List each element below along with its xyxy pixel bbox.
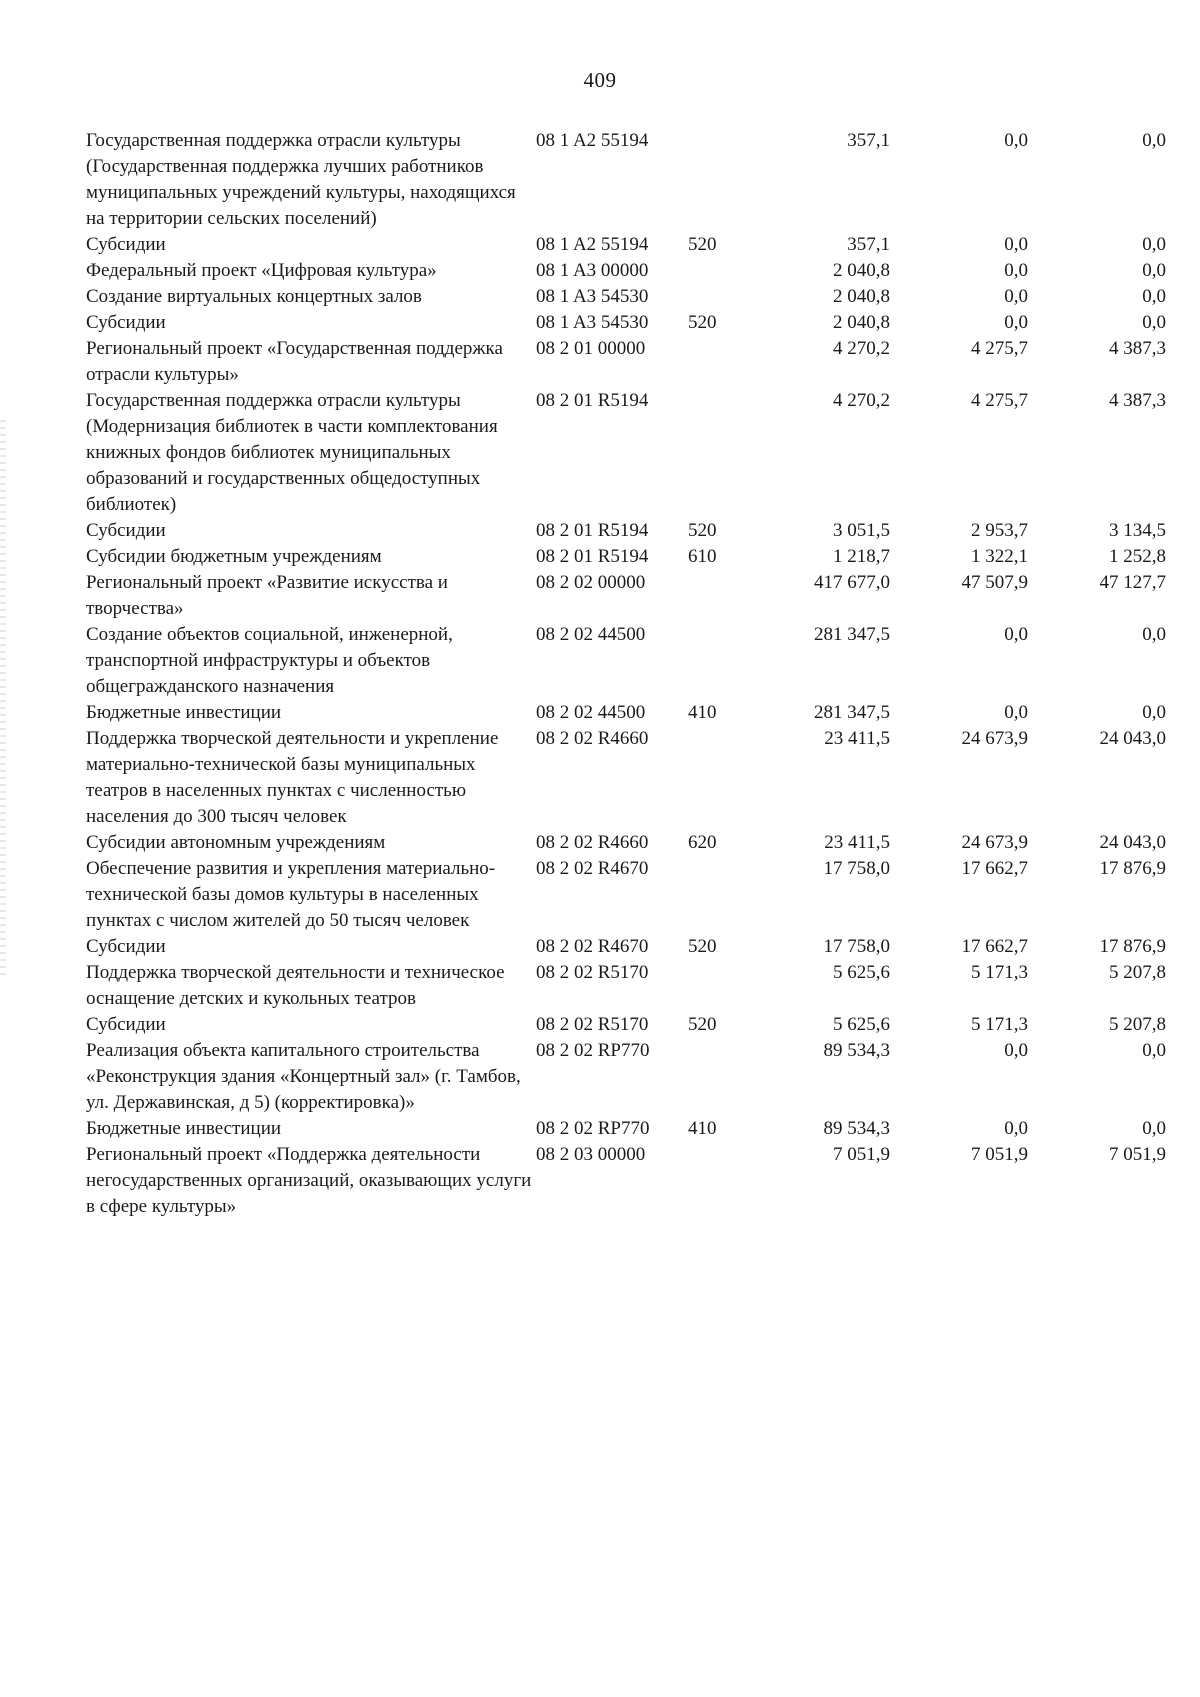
row-name: Государственная поддержка отрасли культуры (Модернизация библиотек в части комплектования книжных фондов библиотек муниципальных образований и государственных общедоступных библиотек) [86, 390, 498, 515]
row-expense-type [688, 726, 740, 830]
table-row [86, 934, 1166, 960]
table-row [86, 544, 1166, 570]
row-amount-1: 2 040,8 [833, 286, 890, 307]
row-code: 08 2 02 R5170 [536, 962, 649, 983]
row-expense-type [688, 336, 740, 388]
row-amount-1: 23 411,5 [824, 728, 890, 749]
row-amount-3: 0,0 [1142, 234, 1166, 255]
table-row [86, 700, 1166, 726]
row-code: 08 2 02 R4660 [536, 832, 649, 853]
row-name: Федеральный проект «Цифровая культура» [86, 260, 437, 281]
row-expense-type [688, 284, 740, 310]
table-row [86, 726, 1166, 830]
row-expense-type [688, 1142, 740, 1220]
row-code: 08 2 02 RP770 [536, 1040, 650, 1061]
row-amount-3: 4 387,3 [1109, 338, 1166, 359]
row-expense-type: 620 [688, 832, 717, 853]
row-amount-3: 0,0 [1142, 130, 1166, 151]
row-amount-3: 0,0 [1142, 624, 1166, 645]
row-expense-type: 520 [688, 234, 717, 255]
row-amount-2: 0,0 [1004, 260, 1028, 281]
row-name: Бюджетные инвестиции [86, 702, 282, 723]
table-row [86, 960, 1166, 1012]
row-amount-3: 0,0 [1142, 702, 1166, 723]
row-amount-1: 17 758,0 [823, 936, 890, 957]
row-amount-1: 23 411,5 [824, 832, 890, 853]
row-name: Субсидии [86, 936, 166, 957]
table-row [86, 310, 1166, 336]
row-code: 08 2 02 44500 [536, 702, 646, 723]
row-amount-1: 357,1 [847, 130, 890, 151]
row-amount-3: 24 043,0 [1099, 832, 1166, 853]
row-amount-3: 5 207,8 [1109, 1014, 1166, 1035]
table-row [86, 830, 1166, 856]
row-code: 08 1 A3 54530 [536, 312, 649, 333]
row-code: 08 2 02 RP770 [536, 1118, 650, 1139]
row-name: Субсидии [86, 312, 166, 333]
row-name: Создание объектов социальной, инженерной, транспортной инфраструктуры и объектов общегражданского назначения [86, 624, 453, 697]
row-expense-type: 520 [688, 936, 717, 957]
row-amount-2: 0,0 [1004, 624, 1028, 645]
row-code: 08 1 A2 55194 [536, 234, 649, 255]
row-amount-2: 1 322,1 [971, 546, 1028, 567]
row-name: Поддержка творческой деятельности и укрепление материально-технической базы муниципальных театров в населенных пунктах с численностью населения до 300 тысяч человек [86, 728, 499, 827]
table-row [86, 1116, 1166, 1142]
row-amount-2: 0,0 [1004, 130, 1028, 151]
row-code: 08 1 A3 54530 [536, 286, 649, 307]
row-amount-3: 24 043,0 [1099, 728, 1166, 749]
row-expense-type: 610 [688, 546, 717, 567]
row-amount-1: 5 625,6 [833, 962, 890, 983]
row-code: 08 2 02 R5170 [536, 1014, 649, 1035]
row-amount-3: 7 051,9 [1109, 1144, 1166, 1165]
row-amount-1: 417 677,0 [814, 572, 890, 593]
row-expense-type [688, 388, 740, 518]
row-name: Региональный проект «Государственная поддержка отрасли культуры» [86, 338, 503, 385]
row-amount-2: 24 673,9 [961, 728, 1028, 749]
row-amount-2: 17 662,7 [961, 858, 1028, 879]
row-expense-type [688, 570, 740, 622]
row-code: 08 2 03 00000 [536, 1144, 646, 1165]
row-code: 08 1 A3 00000 [536, 260, 649, 281]
row-name: Региональный проект «Развитие искусства и творчества» [86, 572, 448, 619]
row-expense-type [688, 128, 740, 232]
row-amount-2: 0,0 [1004, 1040, 1028, 1061]
row-amount-2: 5 171,3 [971, 1014, 1028, 1035]
row-name: Обеспечение развития и укрепления материально-технической базы домов культуры в населенных пунктах с числом жителей до 50 тысяч человек [86, 858, 496, 931]
row-expense-type: 520 [688, 1014, 717, 1035]
table-row [86, 1038, 1166, 1116]
row-code: 08 2 01 R5194 [536, 520, 649, 541]
table-row [86, 284, 1166, 310]
row-amount-3: 0,0 [1142, 260, 1166, 281]
row-amount-2: 7 051,9 [971, 1144, 1028, 1165]
row-code: 08 2 01 00000 [536, 338, 646, 359]
row-code: 08 2 01 R5194 [536, 390, 649, 411]
table-row [86, 518, 1166, 544]
row-amount-2: 4 275,7 [971, 338, 1028, 359]
row-amount-3: 17 876,9 [1099, 858, 1166, 879]
row-amount-1: 17 758,0 [823, 858, 890, 879]
row-code: 08 2 02 00000 [536, 572, 646, 593]
row-code: 08 2 02 44500 [536, 624, 646, 645]
row-amount-2: 47 507,9 [961, 572, 1028, 593]
row-amount-1: 7 051,9 [833, 1144, 890, 1165]
row-name: Создание виртуальных концертных залов [86, 286, 422, 307]
row-amount-3: 0,0 [1142, 1040, 1166, 1061]
table-row [86, 570, 1166, 622]
row-amount-2: 0,0 [1004, 234, 1028, 255]
budget-table-body [86, 128, 1166, 1220]
row-expense-type: 410 [688, 702, 717, 723]
budget-table [86, 128, 1166, 1220]
row-amount-1: 281 347,5 [814, 702, 890, 723]
row-expense-type [688, 258, 740, 284]
row-amount-1: 89 534,3 [823, 1118, 890, 1139]
row-expense-type: 410 [688, 1118, 717, 1139]
row-amount-2: 0,0 [1004, 286, 1028, 307]
row-expense-type [688, 960, 740, 1012]
row-amount-1: 4 270,2 [833, 338, 890, 359]
row-amount-1: 89 534,3 [823, 1040, 890, 1061]
row-name: Субсидии [86, 1014, 166, 1035]
row-name: Государственная поддержка отрасли культуры (Государственная поддержка лучших работников муниципальных учреждений культуры, находящихся на территории сельских поселений) [86, 130, 516, 229]
row-code: 08 2 02 R4670 [536, 936, 649, 957]
row-amount-2: 2 953,7 [971, 520, 1028, 541]
row-name: Субсидии бюджетным учреждениям [86, 546, 382, 567]
table-row [86, 622, 1166, 700]
row-name: Реализация объекта капитального строительства «Реконструкция здания «Концертный зал» (г. Тамбов, ул. Державинская, д 5) (корректировка)» [86, 1040, 521, 1113]
row-expense-type [688, 1038, 740, 1116]
row-amount-1: 1 218,7 [833, 546, 890, 567]
row-amount-2: 17 662,7 [961, 936, 1028, 957]
row-amount-2: 0,0 [1004, 312, 1028, 333]
row-amount-2: 0,0 [1004, 1118, 1028, 1139]
row-code: 08 2 02 R4660 [536, 728, 649, 749]
row-amount-3: 1 252,8 [1109, 546, 1166, 567]
table-row [86, 388, 1166, 518]
table-row [86, 856, 1166, 934]
row-amount-2: 5 171,3 [971, 962, 1028, 983]
row-expense-type: 520 [688, 312, 717, 333]
row-amount-1: 3 051,5 [833, 520, 890, 541]
page-number: 409 [583, 68, 617, 92]
row-name: Бюджетные инвестиции [86, 1118, 282, 1139]
row-amount-1: 357,1 [847, 234, 890, 255]
row-amount-1: 2 040,8 [833, 260, 890, 281]
scan-artifact [0, 420, 6, 980]
row-amount-2: 24 673,9 [961, 832, 1028, 853]
row-expense-type: 520 [688, 520, 717, 541]
row-code: 08 2 02 R4670 [536, 858, 649, 879]
row-amount-1: 4 270,2 [833, 390, 890, 411]
row-code: 08 1 A2 55194 [536, 130, 649, 151]
row-amount-1: 2 040,8 [833, 312, 890, 333]
row-amount-1: 281 347,5 [814, 624, 890, 645]
row-expense-type [688, 856, 740, 934]
row-amount-3: 0,0 [1142, 1118, 1166, 1139]
row-name: Региональный проект «Поддержка деятельности негосударственных организаций, оказывающих услуги в сфере культуры» [86, 1144, 532, 1217]
row-amount-3: 3 134,5 [1109, 520, 1166, 541]
row-name: Поддержка творческой деятельности и техническое оснащение детских и кукольных театров [86, 962, 505, 1009]
table-row [86, 1012, 1166, 1038]
row-amount-2: 0,0 [1004, 702, 1028, 723]
row-amount-3: 47 127,7 [1099, 572, 1166, 593]
row-name: Субсидии [86, 520, 166, 541]
table-row [86, 232, 1166, 258]
table-row [86, 258, 1166, 284]
row-amount-3: 4 387,3 [1109, 390, 1166, 411]
table-row [86, 336, 1166, 388]
row-name: Субсидии автономным учреждениям [86, 832, 386, 853]
row-amount-3: 0,0 [1142, 312, 1166, 333]
row-amount-3: 17 876,9 [1099, 936, 1166, 957]
table-row [86, 128, 1166, 232]
table-row [86, 1142, 1166, 1220]
row-amount-3: 0,0 [1142, 286, 1166, 307]
row-code: 08 2 01 R5194 [536, 546, 649, 567]
row-name: Субсидии [86, 234, 166, 255]
row-amount-2: 4 275,7 [971, 390, 1028, 411]
row-expense-type [688, 622, 740, 700]
row-amount-3: 5 207,8 [1109, 962, 1166, 983]
row-amount-1: 5 625,6 [833, 1014, 890, 1035]
